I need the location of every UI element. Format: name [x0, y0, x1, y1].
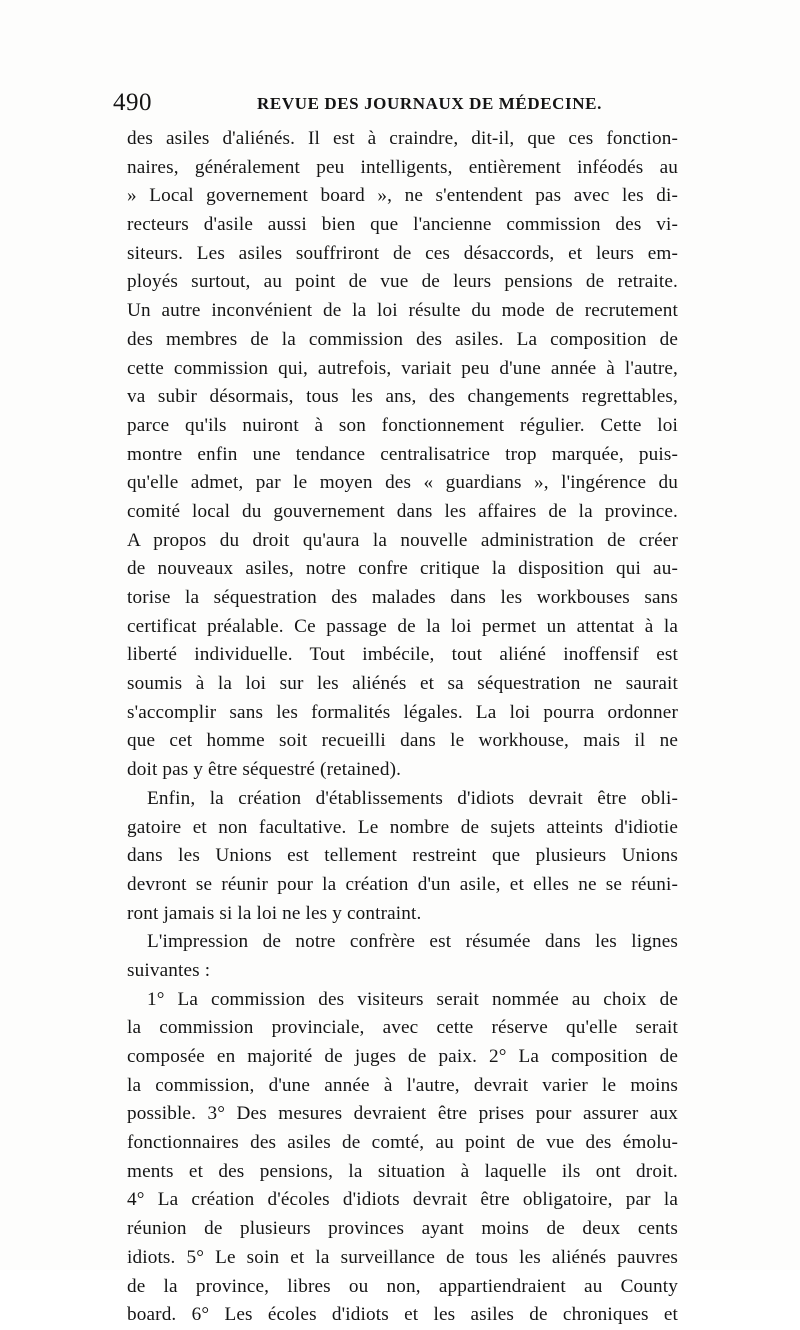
text-line: fonctionnaires des asiles de comté, au point de vue des émolu-: [127, 1132, 678, 1154]
text-line: board. 6° Les écoles d'idiots et les asiles de chroniques et: [127, 1304, 678, 1326]
text-line: gatoire et non facultative. Le nombre de sujets atteints d'idiotie: [127, 816, 678, 838]
text-line: naires, généralement peu intelligents, entièrement inféodés au: [127, 156, 678, 178]
text-line: s'accomplir sans les formalités légales. La loi pourra ordonner: [127, 701, 678, 723]
running-head: REVUE DES JOURNAUX DE MÉDECINE.: [257, 94, 602, 113]
text-line: 4° La création d'écoles d'idiots devrait être obligatoire, par la: [127, 1189, 678, 1211]
text-line: Enfin, la création d'établissements d'idiots devrait être obli-: [147, 787, 678, 809]
text-line: qu'elle admet, par le moyen des « guardians », l'ingérence du: [127, 472, 678, 494]
text-line: L'impression de notre confrère est résumée dans les lignes: [147, 931, 678, 953]
text-line: des membres de la commission des asiles. La composition de: [127, 328, 678, 350]
text-line: » Local governement board », ne s'entendent pas avec les di-: [127, 185, 678, 207]
text-line: ments et des pensions, la situation à laquelle ils ont droit.: [127, 1160, 678, 1182]
text-line: doit pas y être séquestré (retained).: [127, 759, 402, 781]
text-line: Un autre inconvénient de la loi résulte du mode de recrutement: [127, 300, 678, 322]
text-line: 1° La commission des visiteurs serait nommée au choix de: [147, 988, 678, 1010]
text-line: parce qu'ils nuiront à son fonctionnement régulier. Cette loi: [127, 414, 678, 436]
body-text: [127, 125, 678, 1330]
page-number: 490: [113, 89, 152, 116]
text-line: suivantes :: [127, 959, 211, 981]
text-line: liberté individuelle. Tout imbécile, tout aliéné inoffensif est: [127, 644, 678, 666]
page-header: [113, 86, 678, 120]
text-line: recteurs d'asile aussi bien que l'ancienne commission des vi-: [127, 214, 678, 236]
text-line: siteurs. Les asiles souffriront de ces désaccords, et leurs em-: [127, 242, 678, 264]
text-line: cette commission qui, autrefois, variait peu d'une année à l'autre,: [127, 357, 678, 379]
text-line: que cet homme soit recueilli dans le workhouse, mais il ne: [127, 730, 678, 752]
text-line: possible. 3° Des mesures devraient être prises pour assurer aux: [127, 1103, 678, 1125]
text-line: de nouveaux asiles, notre confre critique la disposition qui au-: [127, 558, 678, 580]
text-line: ployés surtout, au point de vue de leurs pensions de retraite.: [127, 271, 678, 293]
text-line: des asiles d'aliénés. Il est à craindre, dit-il, que ces fonction-: [127, 128, 678, 149]
text-line: ront jamais si la loi ne les y contraint.: [127, 902, 422, 924]
text-line: composée en majorité de juges de paix. 2° La composition de: [127, 1046, 678, 1067]
text-line: A propos du droit qu'aura la nouvelle administration de créer: [127, 529, 678, 551]
text-line: la commission provinciale, avec cette réserve qu'elle serait: [127, 1017, 678, 1039]
text-line: comité local du gouvernement dans les affaires de la province.: [127, 500, 678, 522]
text-line: montre enfin une tendance centralisatrice trop marquée, puis-: [127, 443, 678, 465]
text-line: de la province, libres ou non, appartiendraient au County: [127, 1275, 678, 1297]
text-line: va subir désormais, tous les ans, des changements regrettables,: [127, 386, 678, 408]
text-line: idiots. 5° Le soin et la surveillance de tous les aliénés pauvres: [127, 1246, 678, 1268]
text-line: soumis à la loi sur les aliénés et sa séquestration ne saurait: [127, 673, 678, 695]
text-line: devront se réunir pour la création d'un asile, et elles ne se réuni-: [127, 873, 678, 895]
text-line: la commission, d'une année à l'autre, devrait varier le moins: [127, 1074, 678, 1096]
text-line: certificat préalable. Ce passage de la loi permet un attentat à la: [127, 615, 678, 637]
text-line: réunion de plusieurs provinces ayant moins de deux cents: [127, 1218, 678, 1240]
text-line: torise la séquestration des malades dans les workbouses sans: [127, 587, 678, 608]
text-line: dans les Unions est tellement restreint que plusieurs Unions: [127, 845, 678, 867]
